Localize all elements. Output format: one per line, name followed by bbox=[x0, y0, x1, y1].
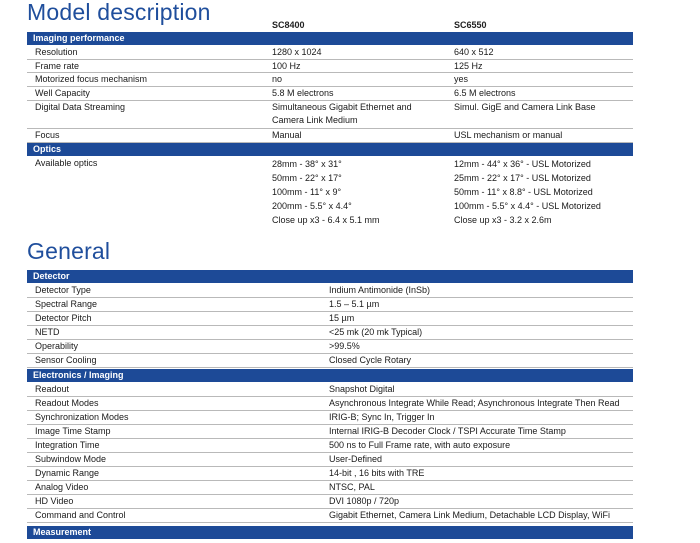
table-row bbox=[27, 101, 633, 129]
row-value: 500 ns to Full Frame rate, with auto exposure bbox=[329, 440, 511, 450]
table-row bbox=[27, 284, 633, 298]
electronics-imaging-header: Electronics / Imaging bbox=[27, 369, 633, 382]
table-row bbox=[27, 439, 633, 453]
table-row bbox=[27, 509, 633, 523]
column-header-sc8400: SC8400 bbox=[272, 20, 305, 30]
model-description-title: Model description bbox=[27, 0, 211, 25]
row-label: Detector Type bbox=[35, 285, 91, 295]
table-row bbox=[27, 312, 633, 326]
sc6550-value: 640 x 512 bbox=[454, 47, 494, 57]
sc6550-value: 6.5 M electrons bbox=[454, 88, 516, 98]
optics-header: Optics bbox=[27, 143, 633, 156]
sc6550-value: Simul. GigE and Camera Link Base bbox=[454, 102, 596, 112]
row-label: Analog Video bbox=[35, 482, 89, 492]
row-value: 1.5 – 5.1 µm bbox=[329, 299, 380, 309]
general-title: General bbox=[27, 238, 111, 264]
optics-row bbox=[27, 157, 633, 228]
table-row bbox=[27, 411, 633, 425]
row-value: <25 mk (20 mk Typical) bbox=[329, 327, 423, 337]
table-row bbox=[27, 60, 633, 73]
column-header-sc6550: SC6550 bbox=[454, 20, 487, 30]
sc8400-value: 5.8 M electrons bbox=[272, 88, 334, 98]
row-label: Frame rate bbox=[35, 61, 80, 71]
row-label: Command and Control bbox=[35, 510, 126, 520]
optics-item: 100mm - 5.5° x 4.4° - USL Motorized bbox=[454, 201, 601, 211]
optics-item: Close up x3 - 6.4 x 5.1 mm bbox=[272, 215, 380, 225]
table-row bbox=[27, 453, 633, 467]
table-row bbox=[27, 481, 633, 495]
optics-item: 50mm - 22° x 17° bbox=[272, 173, 342, 183]
measurement-header: Measurement bbox=[27, 526, 633, 539]
table-row bbox=[27, 129, 633, 143]
row-label: Readout Modes bbox=[35, 398, 99, 408]
row-value: 15 µm bbox=[329, 313, 355, 323]
sc8400-optics-list bbox=[272, 157, 380, 227]
row-label: Detector Pitch bbox=[35, 313, 92, 323]
row-label: Available optics bbox=[35, 158, 98, 168]
imaging-performance-header: Imaging performance bbox=[27, 32, 633, 45]
optics-item: Close up x3 - 3.2 x 2.6m bbox=[454, 215, 552, 225]
sc8400-value-line: Camera Link Medium bbox=[272, 115, 358, 125]
row-value: Closed Cycle Rotary bbox=[329, 355, 412, 365]
row-value: Gigabit Ethernet, Camera Link Medium, Detachable LCD Display, WiFi bbox=[329, 510, 610, 520]
row-label: Digital Data Streaming bbox=[35, 102, 126, 112]
row-value: DVI 1080p / 720p bbox=[329, 496, 400, 506]
row-label: Spectral Range bbox=[35, 299, 98, 309]
row-value: Snapshot Digital bbox=[329, 384, 395, 394]
table-row bbox=[27, 326, 633, 340]
table-row bbox=[27, 495, 633, 509]
row-label: Readout bbox=[35, 384, 70, 394]
row-label: Image Time Stamp bbox=[35, 426, 111, 436]
table-row bbox=[27, 383, 633, 397]
sc8400-value: no bbox=[272, 74, 283, 84]
table-row bbox=[27, 425, 633, 439]
table-row bbox=[27, 46, 633, 60]
row-value: IRIG-B; Sync In, Trigger In bbox=[329, 412, 435, 422]
sc6550-value: USL mechanism or manual bbox=[454, 130, 563, 140]
detector-header: Detector bbox=[27, 270, 633, 283]
row-value: >99.5% bbox=[329, 341, 360, 351]
row-label: Subwindow Mode bbox=[35, 454, 107, 464]
row-value: User-Defined bbox=[329, 454, 383, 464]
row-label: Operability bbox=[35, 341, 79, 351]
row-label: Motorized focus mechanism bbox=[35, 74, 148, 84]
optics-item: 50mm - 11° x 8.8° - USL Motorized bbox=[454, 187, 593, 197]
optics-item: 25mm - 22° x 17° - USL Motorized bbox=[454, 173, 591, 183]
sc8400-value: 1280 x 1024 bbox=[272, 47, 322, 57]
sc8400-value: Manual bbox=[272, 130, 302, 140]
row-label: Sensor Cooling bbox=[35, 355, 97, 365]
row-label: HD Video bbox=[35, 496, 74, 506]
table-row bbox=[27, 298, 633, 312]
row-label: Resolution bbox=[35, 47, 78, 57]
optics-item: 12mm - 44° x 36° - USL Motorized bbox=[454, 159, 591, 169]
sc8400-value: 100 Hz bbox=[272, 61, 301, 71]
sc6550-value: 125 Hz bbox=[454, 61, 483, 71]
sc8400-value-line: Simultaneous Gigabit Ethernet and bbox=[272, 102, 412, 112]
row-value: Indium Antimonide (InSb) bbox=[329, 285, 431, 295]
row-label: Integration Time bbox=[35, 440, 100, 450]
table-row bbox=[27, 467, 633, 481]
optics-item: 28mm - 38° x 31° bbox=[272, 159, 342, 169]
table-row bbox=[27, 87, 633, 101]
optics-item: 200mm - 5.5° x 4.4° bbox=[272, 201, 352, 211]
row-value: NTSC, PAL bbox=[329, 482, 375, 492]
table-row bbox=[27, 73, 633, 87]
table-row bbox=[27, 354, 633, 368]
row-label: Well Capacity bbox=[35, 88, 90, 98]
row-label: NETD bbox=[35, 327, 60, 337]
sc6550-value: yes bbox=[454, 74, 469, 84]
row-label: Dynamic Range bbox=[35, 468, 100, 478]
row-value: Asynchronous Integrate While Read; Asynchronous Integrate Then Read bbox=[329, 398, 620, 408]
sc6550-optics-list bbox=[454, 157, 601, 227]
row-label: Focus bbox=[35, 130, 60, 140]
sc8400-value bbox=[272, 101, 412, 127]
table-row bbox=[27, 397, 633, 411]
optics-item: 100mm - 11° x 9° bbox=[272, 187, 342, 197]
row-label: Synchronization Modes bbox=[35, 412, 129, 422]
row-value: Internal IRIG-B Decoder Clock / TSPI Accurate Time Stamp bbox=[329, 426, 566, 436]
table-row bbox=[27, 340, 633, 354]
row-value: 14-bit , 16 bits with TRE bbox=[329, 468, 425, 478]
